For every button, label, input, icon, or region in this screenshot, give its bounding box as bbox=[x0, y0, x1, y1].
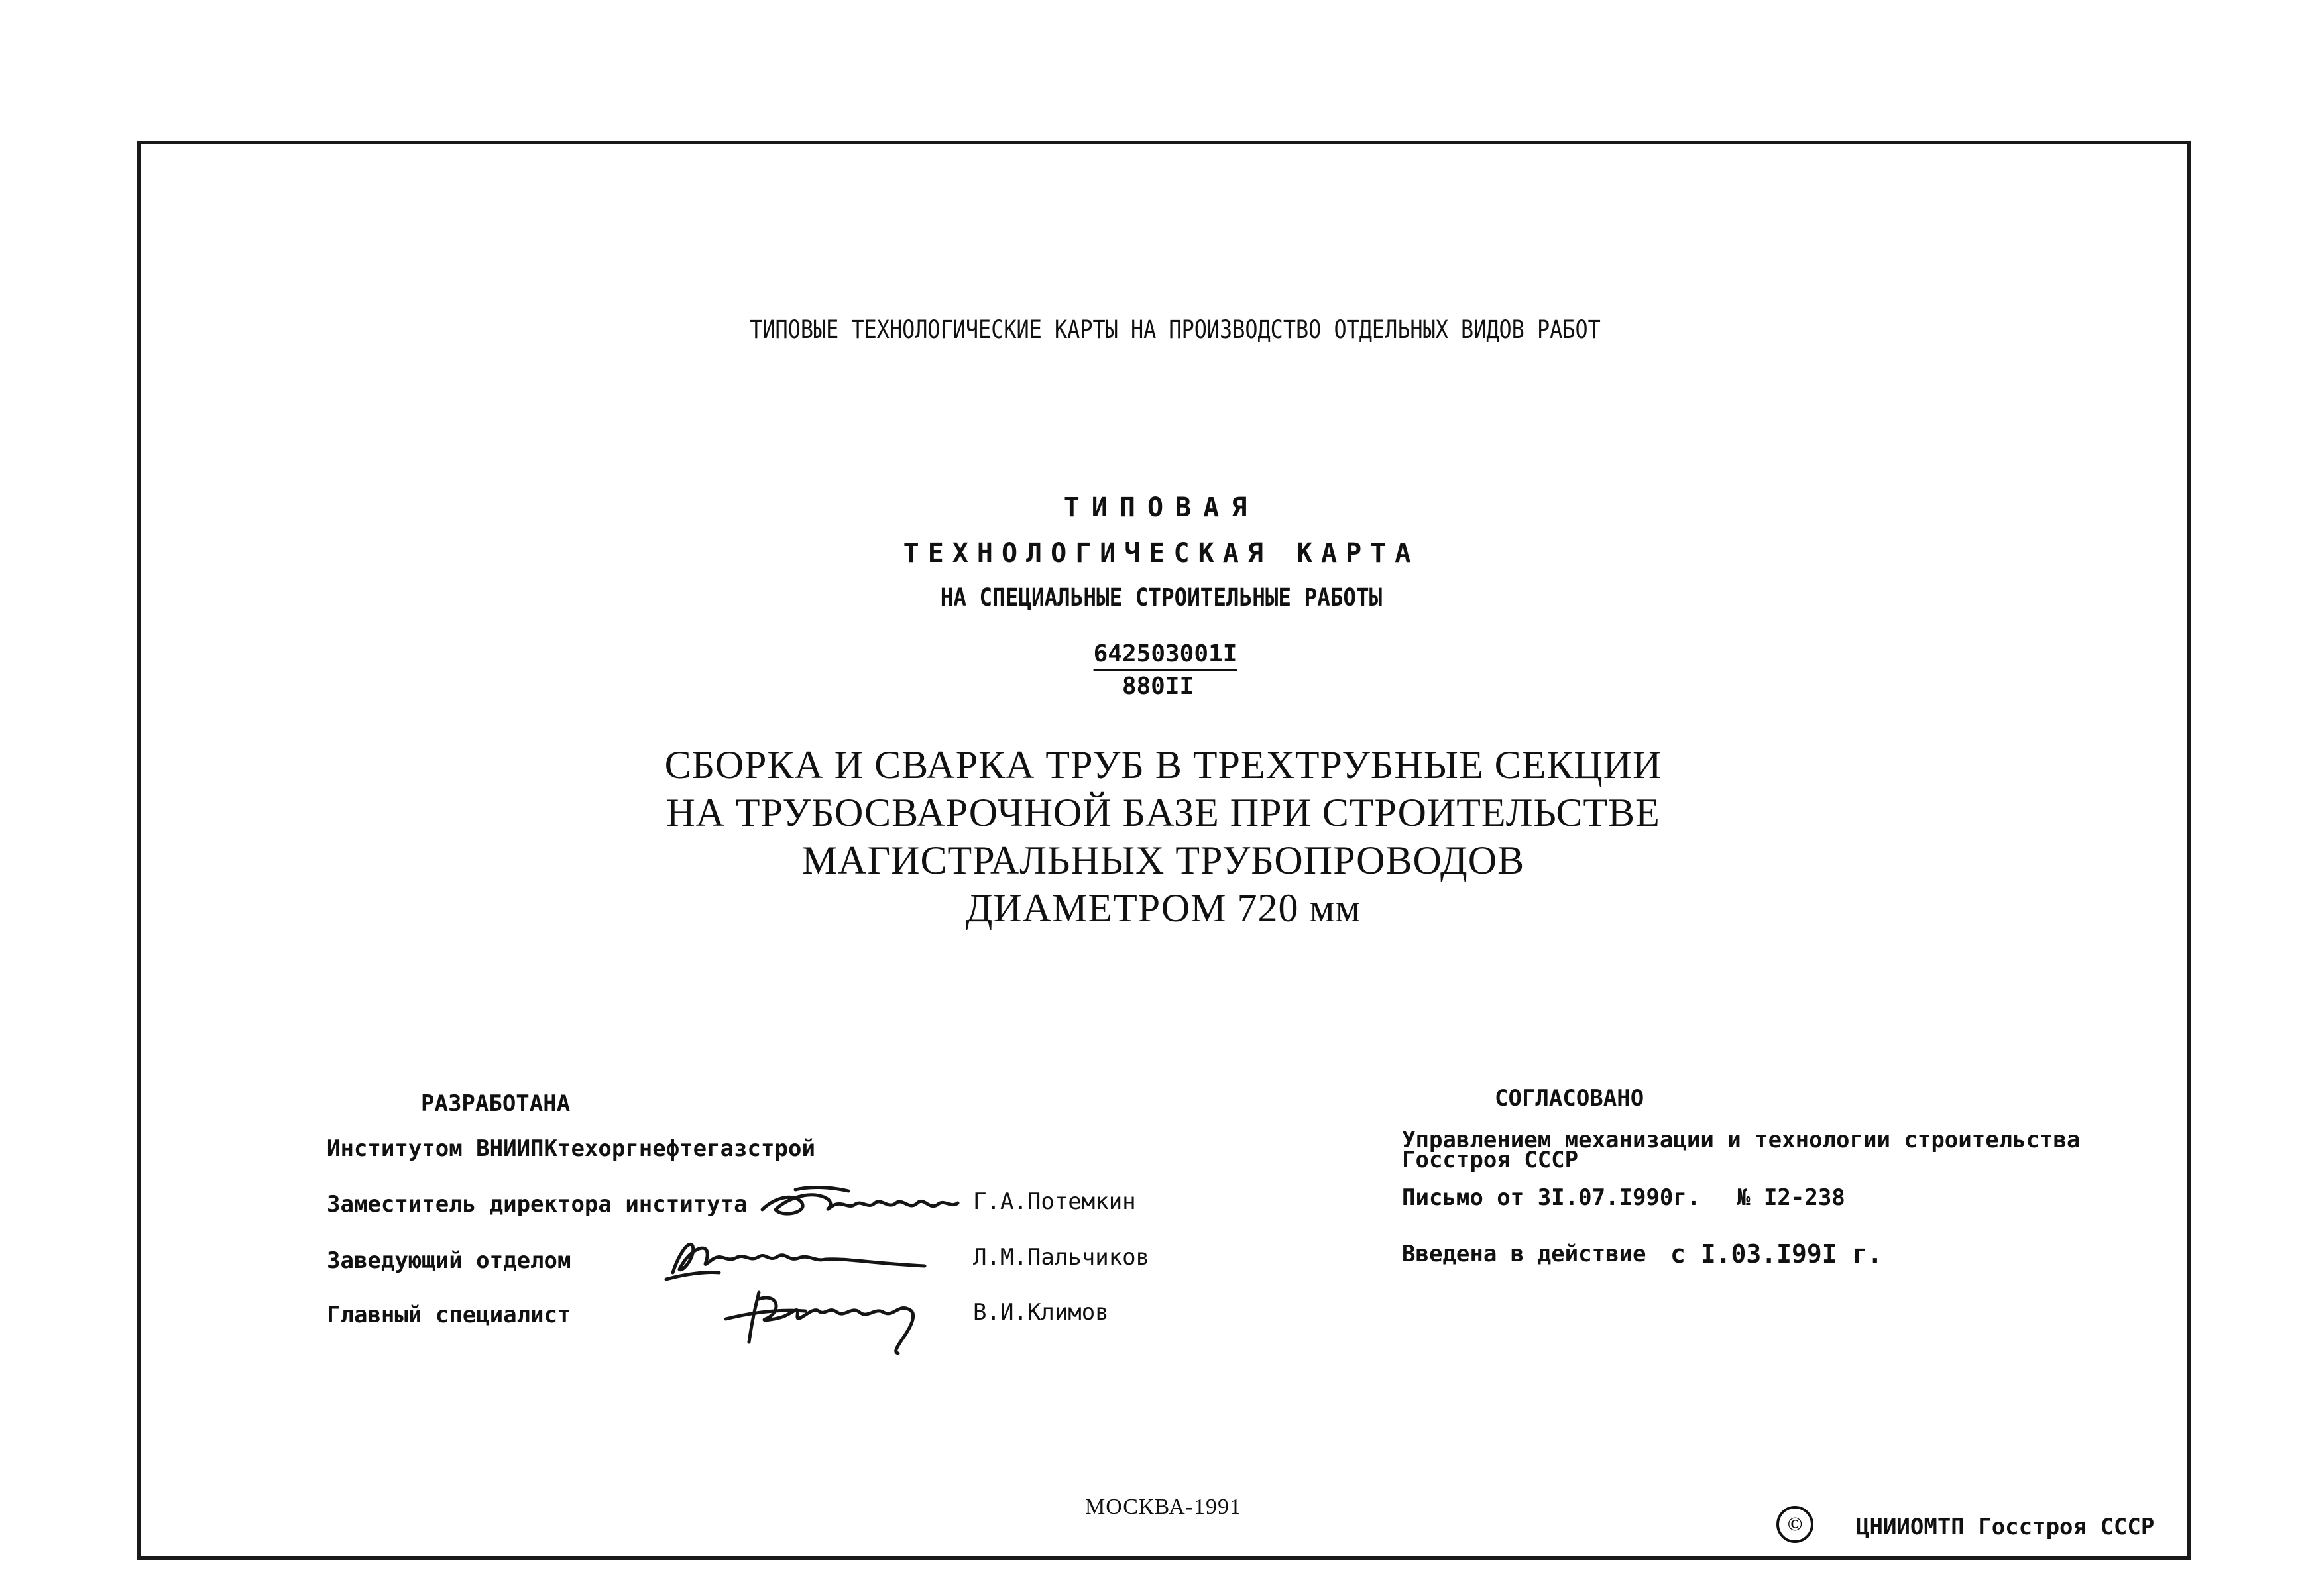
main-title-line-3: МАГИСТРАЛЬНЫХ ТРУБОПРОВОДОВ bbox=[801, 838, 1525, 882]
agreed-letter: Письмо от 3I.07.I990г. bbox=[1402, 1184, 1701, 1211]
signature-palchikov bbox=[660, 1233, 938, 1286]
effective-label: Введена в действие bbox=[1402, 1241, 1646, 1267]
main-title-line-1: СБОРКА И СВАРКА ТРУБ В ТРЕХТРУБНЫЕ СЕКЦИИ bbox=[664, 743, 1662, 787]
signature-potemkin bbox=[756, 1176, 968, 1229]
signatory-position-2: Заведующий отделом bbox=[327, 1247, 571, 1274]
signatory-name-2: Л.М.Пальчиков bbox=[973, 1244, 1150, 1271]
code-denominator: 880II bbox=[1121, 673, 1194, 700]
series-title: ТИПОВЫЕ ТЕХНОЛОГИЧЕСКИЕ КАРТЫ НА ПРОИЗВОДСТВО ОТДЕЛЬНЫХ ВИДОВ РАБОТ bbox=[750, 315, 1601, 344]
code-numerator: 642503001I bbox=[1094, 640, 1237, 671]
effective-date: с I.03.I99I г. bbox=[1670, 1239, 1883, 1269]
main-title-line-2: НА ТРУБОСВАРОЧНОЙ БАЗЕ ПРИ СТРОИТЕЛЬСТВЕ bbox=[666, 791, 1660, 834]
agreed-body-line-1: Управлением механизации и технологии строительства bbox=[1402, 1127, 2081, 1153]
agreed-body bbox=[1402, 1127, 2081, 1173]
agreed-body-line-2: Госстроя СССР bbox=[1402, 1147, 1579, 1173]
agreed-heading: СОГЛАСОВАНО bbox=[1495, 1085, 1644, 1112]
developed-institute: Институтом ВНИИПКтехоргнефтегазстрой bbox=[327, 1135, 815, 1162]
developed-heading: РАЗРАБОТАНА bbox=[421, 1090, 571, 1117]
doc-type-line-3: НА СПЕЦИАЛЬНЫЕ СТРОИТЕЛЬНЫЕ РАБОТЫ bbox=[940, 583, 1383, 612]
city-year: МОСКВА-1991 bbox=[1085, 1495, 1241, 1519]
main-title bbox=[665, 741, 1662, 932]
signature-klimov bbox=[719, 1279, 938, 1359]
doc-type-line-1: ТИПОВАЯ bbox=[1063, 492, 1259, 523]
doc-type-line-2: ТЕХНОЛОГИЧЕСКАЯ КАРТА bbox=[903, 538, 1420, 569]
signatory-name-3: В.И.Климов bbox=[973, 1299, 1109, 1326]
signatory-position-1: Заместитель директора института bbox=[327, 1191, 748, 1218]
signatory-position-3: Главный специалист bbox=[327, 1302, 571, 1328]
signatory-name-1: Г.А.Потемкин bbox=[973, 1188, 1136, 1215]
main-title-line-4: ДИАМЕТРОМ 720 мм bbox=[965, 886, 1361, 930]
agreed-letter-number: № I2-238 bbox=[1737, 1184, 1845, 1211]
copyright-icon: © bbox=[1776, 1506, 1813, 1543]
publisher: ЦНИИОМТП Госстроя СССР bbox=[1856, 1514, 2155, 1540]
